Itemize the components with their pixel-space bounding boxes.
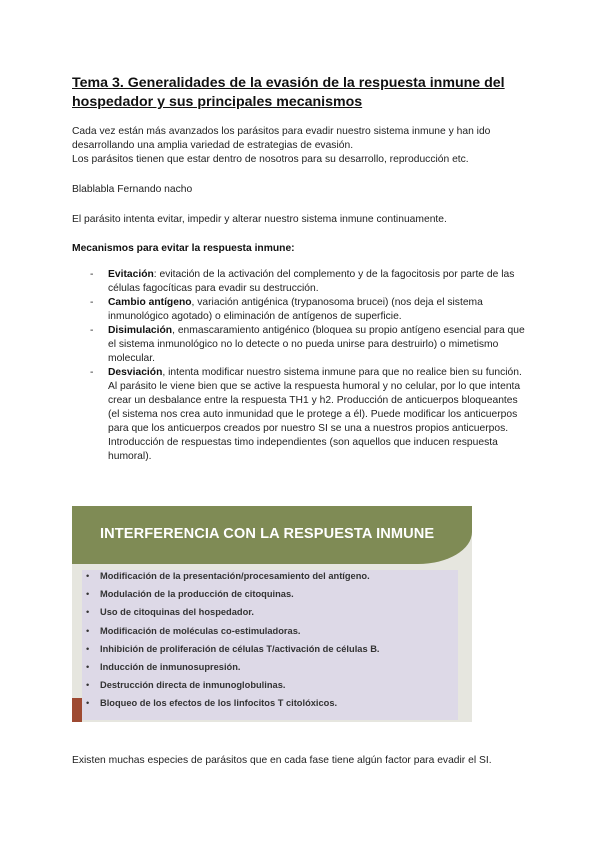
slide-item xyxy=(84,658,380,676)
mechanism-text: , variación antigénica (trypanosoma brucei) (nos deja el sistema inmunológico agotado) o eliminación de antígenos de superficie. xyxy=(108,297,483,322)
slide-item-text: Modificación de la presentación/procesamiento del antígeno. xyxy=(100,571,370,581)
slide-item-text: Inducción de inmunosupresión. xyxy=(100,662,241,673)
dash-marker: - xyxy=(90,297,94,308)
mechanism-text: , intenta modificar nuestro sistema inmune para que no realice bien su función. Al parásito le viene bien que se active la respuesta humoral y no celular, por lo que intenta crear un desbalance entre la respuesta TH1 y h2. Producción de anticuerpos bloqueantes (el sistema nos crea auto inmunidad que le protege a él). Puede modificar los anticuerpos para que los anticuerpos creados por nuestro SI se una a nuestros propios anticuerpos. Introducción de respuestas timo independientes (son aquellos que inducen respuesta humoral). xyxy=(108,367,522,462)
mechanism-text: : evitación de la activación del complemento y de la fagocitosis por parte de las células fagocíticas para evadir su destrucción. xyxy=(108,269,515,294)
slide-item xyxy=(84,694,380,712)
mechanisms-heading: Mecanismos para evitar la respuesta inmune: xyxy=(72,243,295,254)
mechanism-item xyxy=(90,366,530,464)
slide-item-text: Modificación de moléculas co-estimuladoras. xyxy=(100,625,301,636)
bullet-dot: • xyxy=(86,571,90,581)
slide-item xyxy=(84,622,380,640)
bullet-dot: • xyxy=(86,589,90,600)
mechanism-term: Disimulación xyxy=(108,325,173,336)
bullet-dot: • xyxy=(86,680,90,691)
slide-bullet-list xyxy=(84,567,380,713)
intro-line-2: Los parásitos tienen que estar dentro de nosotros para su desarrollo, reproducción etc. xyxy=(72,154,469,165)
statement-paragraph: El parásito intenta evitar, impedir y alterar nuestro sistema inmune continuamente. xyxy=(72,214,447,225)
mechanism-term: Cambio antígeno xyxy=(108,297,192,308)
mechanism-text: , enmascaramiento antigénico (bloquea su propio antígeno esencial para que el sistema inmunológico no lo detecte o no pueda unirse para destruirlo) o mimetismo molecular. xyxy=(108,325,525,364)
mechanism-item xyxy=(90,268,530,296)
slide-item-text: Modulación de la producción de citoquinas. xyxy=(100,589,294,600)
slide-item-text: Bloqueo de los efectos de los linfocitos T citolóxicos. xyxy=(100,698,338,709)
mechanism-item xyxy=(90,324,530,366)
slide-accent-strip xyxy=(72,698,82,722)
mechanism-term: Desviación xyxy=(108,367,163,378)
intro-paragraph xyxy=(72,125,532,167)
dash-marker: - xyxy=(90,269,94,280)
slide-item-text: Inhibición de proliferación de células T/activación de células B. xyxy=(100,643,380,654)
mechanism-term: Evitación xyxy=(108,269,154,280)
dash-marker: - xyxy=(90,325,94,336)
slide-item xyxy=(84,585,380,603)
bullet-dot: • xyxy=(86,698,90,709)
intro-line-1: Cada vez están más avanzados los parásitos para evadir nuestro sistema inmune y han ido desarrollando una amplia variedad de estrategias de evasión. xyxy=(72,126,491,151)
mechanisms-list xyxy=(90,268,530,464)
dash-marker: - xyxy=(90,367,94,378)
slide-item xyxy=(84,603,380,621)
bullet-dot: • xyxy=(86,643,90,654)
slide-item-text: Uso de citoquinas del hospedador. xyxy=(100,607,254,618)
slide-item xyxy=(84,640,380,658)
bullet-dot: • xyxy=(86,625,90,636)
bullet-dot: • xyxy=(86,607,90,618)
slide-item xyxy=(84,676,380,694)
document-title: Tema 3. Generalidades de la evasión de la respuesta inmune del hospedador y sus principales mecanismos xyxy=(72,75,505,110)
closing-paragraph: Existen muchas especies de parásitos que en cada fase tiene algún factor para evadir el SI. xyxy=(72,755,492,766)
mechanism-item xyxy=(90,296,530,324)
note-paragraph: Blablabla Fernando nacho xyxy=(72,184,193,195)
slide-image xyxy=(72,506,472,722)
slide-item-text: Destrucción directa de inmunoglobulinas. xyxy=(100,680,286,691)
slide-title: INTERFERENCIA CON LA RESPUESTA INMUNE xyxy=(100,526,435,542)
slide-item xyxy=(84,567,380,585)
bullet-dot: • xyxy=(86,662,90,673)
